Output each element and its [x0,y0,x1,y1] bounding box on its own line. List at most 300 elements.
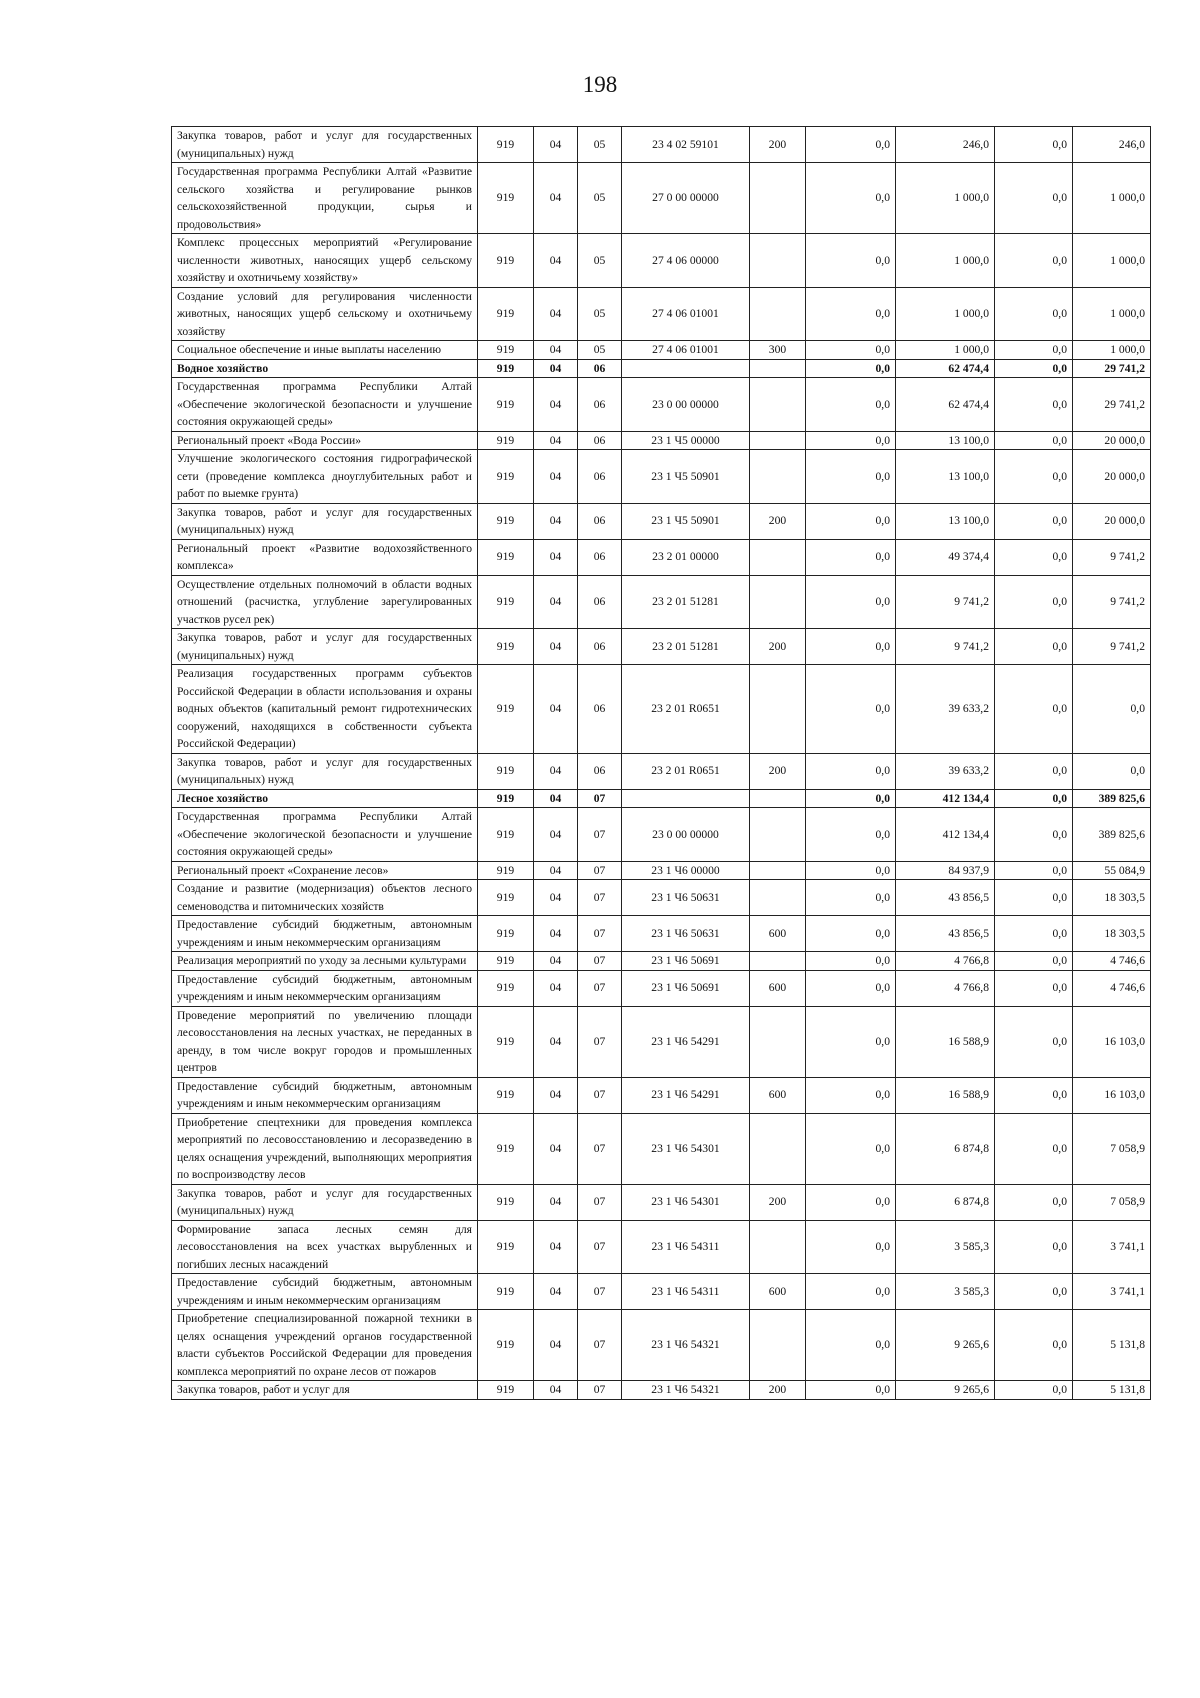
row-subsection: 06 [578,431,622,450]
table-row [172,234,1151,288]
row-value-2: 84 937,9 [896,861,995,880]
row-value-2: 1 000,0 [896,287,995,341]
row-value-3: 0,0 [995,431,1073,450]
row-value-1: 0,0 [806,1006,896,1077]
row-value-3: 0,0 [995,1381,1073,1400]
row-value-1: 0,0 [806,808,896,862]
row-value-1: 0,0 [806,1381,896,1400]
row-value-4: 4 746,6 [1073,970,1151,1006]
row-value-1: 0,0 [806,539,896,575]
row-value-3: 0,0 [995,1006,1073,1077]
row-section: 04 [534,539,578,575]
row-value-4: 18 303,5 [1073,880,1151,916]
row-name: Закупка товаров, работ и услуг для государственных (муниципальных) нужд [172,753,478,789]
row-section: 04 [534,861,578,880]
row-expense-type [750,431,806,450]
row-value-1: 0,0 [806,234,896,288]
row-value-1: 0,0 [806,163,896,234]
row-target-article: 23 1 Ч6 54321 [622,1381,750,1400]
row-grbs: 919 [478,1381,534,1400]
budget-table [171,126,1151,1400]
row-value-1: 0,0 [806,378,896,432]
row-section: 04 [534,163,578,234]
row-target-article: 23 1 Ч5 50901 [622,503,750,539]
row-value-2: 412 134,4 [896,808,995,862]
table-row [172,575,1151,629]
row-value-4: 3 741,1 [1073,1274,1151,1310]
row-value-4: 9 741,2 [1073,575,1151,629]
row-subsection: 06 [578,753,622,789]
row-expense-type [750,789,806,808]
row-expense-type: 200 [750,503,806,539]
row-subsection: 07 [578,952,622,971]
row-value-4: 16 103,0 [1073,1006,1151,1077]
row-grbs: 919 [478,234,534,288]
row-value-3: 0,0 [995,1077,1073,1113]
row-name: Улучшение экологического состояния гидрографической сети (проведение комплекса дноуглубительных работ и работ по выемке грунта) [172,450,478,504]
row-section: 04 [534,1274,578,1310]
table-row [172,1113,1151,1184]
row-target-article: 23 1 Ч6 54291 [622,1006,750,1077]
row-value-1: 0,0 [806,970,896,1006]
row-name: Государственная программа Республики Алтай «Развитие сельского хозяйства и регулирование рынков сельскохозяйственной продукции, сырья и продовольствия» [172,163,478,234]
row-name: Государственная программа Республики Алтай «Обеспечение экологической безопасности и улучшение состояния окружающей среды» [172,378,478,432]
row-value-3: 0,0 [995,916,1073,952]
row-value-1: 0,0 [806,341,896,360]
row-expense-type [750,861,806,880]
row-name: Формирование запаса лесных семян для лесовосстановления на всех участках вырубленных и погибших лесных насаждений [172,1220,478,1274]
row-value-1: 0,0 [806,1184,896,1220]
row-value-2: 412 134,4 [896,789,995,808]
row-name: Социальное обеспечение и иные выплаты населению [172,341,478,360]
row-grbs: 919 [478,808,534,862]
row-grbs: 919 [478,1220,534,1274]
row-section: 04 [534,1310,578,1381]
row-section: 04 [534,450,578,504]
row-subsection: 05 [578,287,622,341]
row-target-article [622,359,750,378]
row-subsection: 07 [578,1381,622,1400]
row-value-2: 1 000,0 [896,341,995,360]
row-value-1: 0,0 [806,861,896,880]
row-target-article: 23 0 00 00000 [622,378,750,432]
row-expense-type: 200 [750,1381,806,1400]
row-value-4: 9 741,2 [1073,539,1151,575]
row-value-3: 0,0 [995,539,1073,575]
row-target-article: 23 2 01 R0651 [622,665,750,754]
row-subsection: 07 [578,1077,622,1113]
row-value-3: 0,0 [995,359,1073,378]
row-section: 04 [534,789,578,808]
row-name: Водное хозяйство [172,359,478,378]
row-expense-type [750,1310,806,1381]
row-value-2: 13 100,0 [896,431,995,450]
row-expense-type [750,163,806,234]
row-section: 04 [534,952,578,971]
row-value-1: 0,0 [806,127,896,163]
row-value-2: 9 741,2 [896,629,995,665]
row-value-3: 0,0 [995,1310,1073,1381]
row-target-article: 27 0 00 00000 [622,163,750,234]
row-grbs: 919 [478,880,534,916]
row-value-3: 0,0 [995,287,1073,341]
row-value-4: 0,0 [1073,665,1151,754]
row-subsection: 07 [578,880,622,916]
row-section: 04 [534,359,578,378]
row-target-article: 23 1 Ч5 50901 [622,450,750,504]
row-value-1: 0,0 [806,789,896,808]
row-value-3: 0,0 [995,629,1073,665]
row-grbs: 919 [478,1274,534,1310]
row-section: 04 [534,503,578,539]
row-value-3: 0,0 [995,753,1073,789]
row-subsection: 05 [578,341,622,360]
row-value-3: 0,0 [995,1113,1073,1184]
row-expense-type: 200 [750,1184,806,1220]
row-value-2: 1 000,0 [896,234,995,288]
table-row [172,503,1151,539]
row-value-1: 0,0 [806,753,896,789]
row-value-4: 9 741,2 [1073,629,1151,665]
row-subsection: 07 [578,970,622,1006]
row-grbs: 919 [478,1184,534,1220]
row-section: 04 [534,431,578,450]
row-value-2: 16 588,9 [896,1077,995,1113]
table-row [172,1274,1151,1310]
row-expense-type [750,378,806,432]
row-value-4: 55 084,9 [1073,861,1151,880]
row-subsection: 06 [578,450,622,504]
row-name: Закупка товаров, работ и услуг для государственных (муниципальных) нужд [172,503,478,539]
row-subsection: 06 [578,629,622,665]
row-expense-type: 200 [750,753,806,789]
row-value-2: 39 633,2 [896,665,995,754]
row-value-2: 4 766,8 [896,952,995,971]
row-grbs: 919 [478,287,534,341]
row-expense-type [750,1220,806,1274]
row-value-4: 389 825,6 [1073,789,1151,808]
row-subsection: 06 [578,503,622,539]
row-grbs: 919 [478,359,534,378]
row-target-article: 27 4 06 01001 [622,341,750,360]
row-name: Лесное хозяйство [172,789,478,808]
row-grbs: 919 [478,341,534,360]
row-target-article: 23 2 01 51281 [622,629,750,665]
row-name: Создание и развитие (модернизация) объектов лесного семеноводства и питомнических хозяйств [172,880,478,916]
row-value-3: 0,0 [995,952,1073,971]
table-row [172,431,1151,450]
row-grbs: 919 [478,127,534,163]
row-expense-type: 600 [750,1274,806,1310]
row-value-4: 29 741,2 [1073,378,1151,432]
row-name: Предоставление субсидий бюджетным, автономным учреждениям и иным некоммерческим организациям [172,916,478,952]
row-value-3: 0,0 [995,378,1073,432]
row-value-3: 0,0 [995,234,1073,288]
row-name: Комплекс процессных мероприятий «Регулирование численности животных, наносящих ущерб сельскому хозяйству и охотничьему хозяйству» [172,234,478,288]
row-expense-type [750,665,806,754]
row-section: 04 [534,1381,578,1400]
row-value-2: 49 374,4 [896,539,995,575]
row-grbs: 919 [478,450,534,504]
table-row [172,629,1151,665]
table-row [172,952,1151,971]
row-value-3: 0,0 [995,127,1073,163]
row-name: Государственная программа Республики Алтай «Обеспечение экологической безопасности и улучшение состояния окружающей среды» [172,808,478,862]
row-subsection: 05 [578,234,622,288]
row-expense-type [750,808,806,862]
row-target-article: 23 0 00 00000 [622,808,750,862]
row-grbs: 919 [478,431,534,450]
row-value-4: 1 000,0 [1073,341,1151,360]
row-value-1: 0,0 [806,1310,896,1381]
row-grbs: 919 [478,789,534,808]
row-value-2: 3 585,3 [896,1274,995,1310]
row-value-2: 246,0 [896,127,995,163]
row-value-3: 0,0 [995,450,1073,504]
row-grbs: 919 [478,753,534,789]
row-section: 04 [534,753,578,789]
row-value-2: 6 874,8 [896,1184,995,1220]
row-value-4: 16 103,0 [1073,1077,1151,1113]
row-subsection: 07 [578,916,622,952]
row-value-3: 0,0 [995,1220,1073,1274]
row-value-4: 389 825,6 [1073,808,1151,862]
row-value-4: 5 131,8 [1073,1381,1151,1400]
row-target-article: 23 2 01 51281 [622,575,750,629]
row-subsection: 06 [578,665,622,754]
row-name: Закупка товаров, работ и услуг для [172,1381,478,1400]
row-subsection: 05 [578,163,622,234]
row-expense-type [750,450,806,504]
table-row [172,789,1151,808]
table-row [172,916,1151,952]
row-value-3: 0,0 [995,861,1073,880]
row-subsection: 07 [578,808,622,862]
row-target-article [622,789,750,808]
row-value-2: 62 474,4 [896,359,995,378]
row-value-4: 3 741,1 [1073,1220,1151,1274]
row-expense-type: 600 [750,916,806,952]
row-value-3: 0,0 [995,503,1073,539]
row-name: Региональный проект «Сохранение лесов» [172,861,478,880]
row-subsection: 07 [578,1310,622,1381]
row-expense-type: 300 [750,341,806,360]
row-name: Проведение мероприятий по увеличению площади лесовосстановления на лесных участках, не переданных в аренду, в том числе вокруг городов и промышленных центров [172,1006,478,1077]
row-name: Региональный проект «Вода России» [172,431,478,450]
row-value-2: 13 100,0 [896,503,995,539]
row-subsection: 06 [578,539,622,575]
row-value-1: 0,0 [806,880,896,916]
row-target-article: 23 1 Ч6 54321 [622,1310,750,1381]
table-row [172,287,1151,341]
row-value-2: 43 856,5 [896,880,995,916]
row-expense-type: 600 [750,1077,806,1113]
row-section: 04 [534,127,578,163]
row-value-1: 0,0 [806,665,896,754]
row-value-1: 0,0 [806,629,896,665]
row-grbs: 919 [478,575,534,629]
row-grbs: 919 [478,970,534,1006]
row-value-1: 0,0 [806,1113,896,1184]
row-value-1: 0,0 [806,575,896,629]
row-name: Приобретение спецтехники для проведения комплекса мероприятий по лесовосстановлению и лесоразведению в целях оснащения учреждений, выполняющих мероприятия по воспроизводству лесов [172,1113,478,1184]
row-name: Создание условий для регулирования численности животных, наносящих ущерб сельскому и охотничьему хозяйству [172,287,478,341]
row-value-1: 0,0 [806,916,896,952]
table-row [172,880,1151,916]
row-value-4: 0,0 [1073,753,1151,789]
row-target-article: 23 1 Ч6 00000 [622,861,750,880]
table-row [172,1006,1151,1077]
row-value-4: 29 741,2 [1073,359,1151,378]
row-target-article: 23 2 01 00000 [622,539,750,575]
row-section: 04 [534,341,578,360]
row-value-3: 0,0 [995,970,1073,1006]
row-name: Закупка товаров, работ и услуг для государственных (муниципальных) нужд [172,127,478,163]
row-name: Осуществление отдельных полномочий в области водных отношений (расчистка, углубление зарегулированных участков русел рек) [172,575,478,629]
row-grbs: 919 [478,163,534,234]
row-target-article: 27 4 06 01001 [622,287,750,341]
row-subsection: 07 [578,1184,622,1220]
table-row [172,1381,1151,1400]
table-row [172,1077,1151,1113]
row-section: 04 [534,1220,578,1274]
row-value-2: 3 585,3 [896,1220,995,1274]
row-subsection: 07 [578,1113,622,1184]
row-value-2: 1 000,0 [896,163,995,234]
table-row [172,665,1151,754]
row-target-article: 23 1 Ч6 54311 [622,1220,750,1274]
row-value-4: 4 746,6 [1073,952,1151,971]
row-expense-type [750,575,806,629]
row-grbs: 919 [478,1077,534,1113]
row-section: 04 [534,629,578,665]
row-expense-type [750,880,806,916]
row-value-4: 1 000,0 [1073,287,1151,341]
row-name: Приобретение специализированной пожарной техники в целях оснащения учреждений органов государственной власти субъектов Российской Федерации для проведения комплекса мероприятий по охране лесов от пожаров [172,1310,478,1381]
row-grbs: 919 [478,916,534,952]
row-target-article: 23 2 01 R0651 [622,753,750,789]
row-value-4: 20 000,0 [1073,431,1151,450]
row-section: 04 [534,970,578,1006]
table-row [172,1184,1151,1220]
row-value-1: 0,0 [806,1220,896,1274]
row-grbs: 919 [478,665,534,754]
row-grbs: 919 [478,378,534,432]
table-row [172,450,1151,504]
row-value-2: 39 633,2 [896,753,995,789]
row-value-2: 62 474,4 [896,378,995,432]
row-expense-type [750,1006,806,1077]
row-subsection: 06 [578,575,622,629]
row-section: 04 [534,1184,578,1220]
row-grbs: 919 [478,861,534,880]
row-value-1: 0,0 [806,431,896,450]
row-value-2: 43 856,5 [896,916,995,952]
row-expense-type [750,952,806,971]
row-grbs: 919 [478,539,534,575]
row-value-1: 0,0 [806,287,896,341]
row-name: Предоставление субсидий бюджетным, автономным учреждениям и иным некоммерческим организациям [172,970,478,1006]
row-value-4: 18 303,5 [1073,916,1151,952]
row-grbs: 919 [478,952,534,971]
row-target-article: 27 4 06 00000 [622,234,750,288]
row-section: 04 [534,378,578,432]
row-value-4: 20 000,0 [1073,450,1151,504]
row-expense-type [750,287,806,341]
row-value-3: 0,0 [995,163,1073,234]
row-target-article: 23 1 Ч6 50691 [622,970,750,1006]
row-expense-type [750,539,806,575]
budget-table-body [172,127,1151,1400]
row-name: Региональный проект «Развитие водохозяйственного комплекса» [172,539,478,575]
table-row [172,341,1151,360]
row-section: 04 [534,234,578,288]
row-section: 04 [534,1006,578,1077]
row-name: Реализация государственных программ субъектов Российской Федерации в области использования и охраны водных объектов (капитальный ремонт гидротехнических сооружений, находящихся в собственности субъекта Российской Федерации) [172,665,478,754]
row-value-4: 7 058,9 [1073,1184,1151,1220]
row-section: 04 [534,808,578,862]
row-target-article: 23 1 Ч6 50631 [622,880,750,916]
table-row [172,163,1151,234]
row-value-4: 20 000,0 [1073,503,1151,539]
row-name: Закупка товаров, работ и услуг для государственных (муниципальных) нужд [172,1184,478,1220]
row-value-1: 0,0 [806,503,896,539]
table-row [172,539,1151,575]
row-target-article: 23 1 Ч6 54291 [622,1077,750,1113]
row-section: 04 [534,880,578,916]
row-value-2: 9 265,6 [896,1310,995,1381]
row-value-2: 16 588,9 [896,1006,995,1077]
row-value-3: 0,0 [995,880,1073,916]
row-section: 04 [534,575,578,629]
row-expense-type: 200 [750,629,806,665]
row-target-article: 23 1 Ч6 54301 [622,1184,750,1220]
row-target-article: 23 1 Ч6 54301 [622,1113,750,1184]
row-target-article: 23 1 Ч6 54311 [622,1274,750,1310]
row-value-3: 0,0 [995,665,1073,754]
row-value-2: 4 766,8 [896,970,995,1006]
row-value-4: 246,0 [1073,127,1151,163]
row-section: 04 [534,1113,578,1184]
row-value-3: 0,0 [995,808,1073,862]
row-target-article: 23 4 02 59101 [622,127,750,163]
row-expense-type [750,1113,806,1184]
row-subsection: 07 [578,789,622,808]
row-subsection: 07 [578,1006,622,1077]
row-name: Предоставление субсидий бюджетным, автономным учреждениям и иным некоммерческим организациям [172,1077,478,1113]
row-subsection: 07 [578,1274,622,1310]
row-value-4: 1 000,0 [1073,163,1151,234]
row-subsection: 06 [578,359,622,378]
table-row [172,753,1151,789]
table-row [172,1220,1151,1274]
row-value-4: 5 131,8 [1073,1310,1151,1381]
row-value-3: 0,0 [995,575,1073,629]
row-target-article: 23 1 Ч5 00000 [622,431,750,450]
row-grbs: 919 [478,629,534,665]
row-grbs: 919 [478,503,534,539]
row-section: 04 [534,1077,578,1113]
page-number: 198 [582,72,618,97]
table-row [172,861,1151,880]
row-name: Предоставление субсидий бюджетным, автономным учреждениям и иным некоммерческим организациям [172,1274,478,1310]
row-value-1: 0,0 [806,450,896,504]
row-value-2: 9 741,2 [896,575,995,629]
row-grbs: 919 [478,1113,534,1184]
row-target-article: 23 1 Ч6 50691 [622,952,750,971]
row-value-3: 0,0 [995,789,1073,808]
row-grbs: 919 [478,1006,534,1077]
